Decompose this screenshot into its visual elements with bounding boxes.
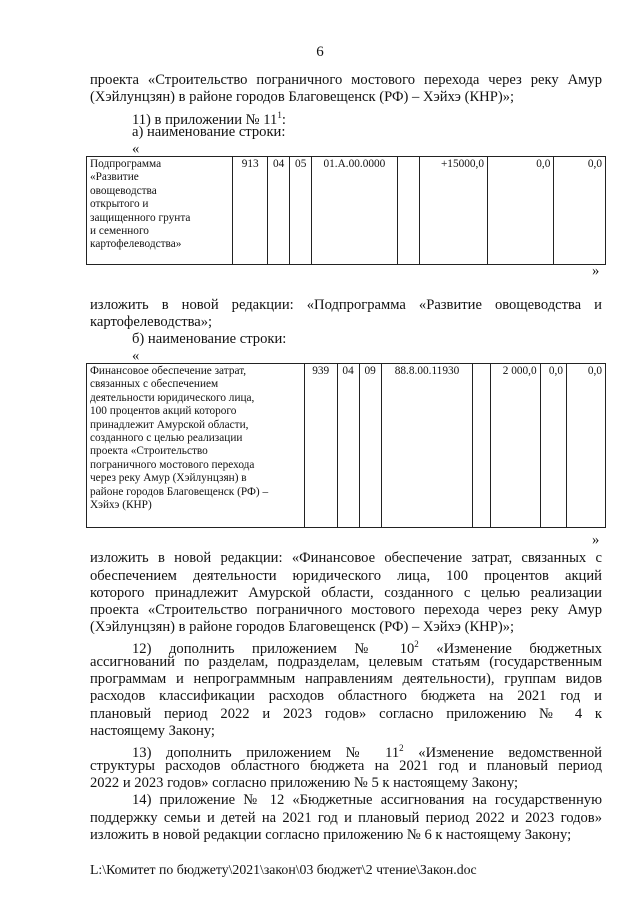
text-line: настоящему Закону;	[90, 723, 215, 739]
item-11: 11) в приложении № $11^1$:	[132, 110, 286, 128]
ministry-code-cell: 913	[233, 157, 268, 265]
cell-line: «Развитие	[90, 171, 139, 184]
cell-line: и семенного	[90, 225, 149, 238]
text-line: программам и непрограммным направлениям деятельности), группам видов	[90, 671, 602, 687]
file-path-footer: L:\Комитет по бюджету\2021\закон\03 бюджет\2 чтение\Закон.doc	[90, 862, 477, 877]
cell-line: Подпрограмма	[90, 158, 162, 170]
text-line: 2022 и 2023 годов» согласно приложению № 5 к настоящему Закону;	[90, 775, 519, 791]
text-line: картофелеводства»;	[90, 314, 213, 330]
text-line: поддержку семьи и детей на 2021 год и плановый период 2022 и 2023 годов»	[90, 810, 602, 826]
section-cell: 04	[268, 157, 290, 265]
subsection-cell: 05	[290, 157, 312, 265]
cell-line: созданного с целью реализации	[90, 432, 243, 445]
cell-line: картофелеводства»	[90, 238, 182, 251]
expense-type-cell	[397, 157, 419, 265]
target-article-cell: 01.А.00.0000	[312, 157, 397, 265]
close-quote: »	[592, 532, 600, 548]
amount-2023-cell: 0,0	[554, 157, 606, 265]
text-line: плановый период 2022 и 2023 годов» согласно приложению № 4 к	[90, 706, 602, 722]
text-line: изложить в новой редакции: «Подпрограмма «Развитие овощеводства и	[90, 297, 602, 313]
cell-line: Финансовое обеспечение затрат,	[90, 365, 247, 377]
amount-2022-cell: 0,0	[540, 364, 566, 528]
cell-line: связанных с обеспечением	[90, 378, 219, 391]
text-line: которого принадлежит Амурской области, созданного с целью реализации	[90, 585, 602, 601]
cell-line: 100 процентов акций которого	[90, 405, 237, 418]
text-line: (Хэйлунцзян) в районе городов Благовещенск (РФ) – Хэйхэ (КНР)»;	[90, 89, 515, 105]
table-row-1	[86, 156, 606, 265]
row-name-cell	[87, 157, 233, 265]
cell-line: принадлежит Амурской области,	[90, 418, 249, 431]
text-line: проекта «Строительство пограничного мостового перехода через реку Амур	[90, 72, 602, 88]
target-article-cell: 88.8.00.11930	[381, 364, 473, 528]
cell-line: защищенного грунта	[90, 211, 191, 224]
amount-2021-cell: 2 000,0	[491, 364, 540, 528]
text-line: (Хэйлунцзян) в районе городов Благовещенск (РФ) – Хэйхэ (КНР)»;	[90, 619, 515, 635]
cell-line: деятельности юридического лица,	[90, 391, 255, 404]
text-line: ассигнований по разделам, подразделам, целевым статьям (государственным	[90, 654, 602, 670]
amount-2021-cell: +15000,0	[419, 157, 487, 265]
item-a: а) наименование строки:	[132, 124, 286, 140]
amount-2022-cell: 0,0	[488, 157, 554, 265]
row-name-cell	[87, 364, 305, 528]
open-quote: «	[132, 141, 140, 157]
text-line: изложить в новой редакции: «Финансовое обеспечение затрат, связанных с	[90, 550, 602, 566]
table-row-2	[86, 363, 606, 528]
cell-line: через реку Амур (Хэйлунцзян) в	[90, 472, 247, 485]
subsection-cell: 09	[359, 364, 381, 528]
text-line: обеспечением деятельности юридического лица, 100 процентов акций	[90, 568, 602, 584]
cell-line: овощеводства	[90, 184, 157, 197]
page-number: 6	[316, 44, 324, 60]
text-line: расходов классификации расходов областного бюджета на 2021 год и	[90, 688, 602, 704]
close-quote: »	[592, 263, 600, 279]
cell-line: пограничного мостового перехода	[90, 458, 255, 471]
open-quote: «	[132, 348, 140, 364]
text-line: проекта «Строительство пограничного мостового перехода через реку Амур	[90, 602, 602, 618]
cell-line: проекта «Строительство	[90, 445, 208, 458]
text-line: структуры расходов областного бюджета на 2021 год и плановый период	[90, 758, 602, 774]
item-13: 13) дополнить приложением № $11^2$ «Изменение ведомственной	[132, 743, 602, 761]
expense-type-cell	[473, 364, 491, 528]
item-12: 12) дополнить приложением № $10^2$ «Изменение бюджетных	[132, 639, 602, 657]
text-line: изложить в новой редакции согласно приложению № 6 к настоящему Закону;	[90, 827, 572, 843]
cell-line: открытого и	[90, 198, 149, 211]
amount-2023-cell: 0,0	[566, 364, 605, 528]
ministry-code-cell: 939	[304, 364, 337, 528]
cell-line: районе городов Благовещенск (РФ) –	[90, 485, 269, 498]
section-cell: 04	[337, 364, 359, 528]
cell-line: Хэйхэ (КНР)	[90, 499, 152, 512]
item-14: 14) приложение № 12 «Бюджетные ассигнования на государственную	[132, 792, 602, 808]
item-b: б) наименование строки:	[132, 331, 287, 347]
